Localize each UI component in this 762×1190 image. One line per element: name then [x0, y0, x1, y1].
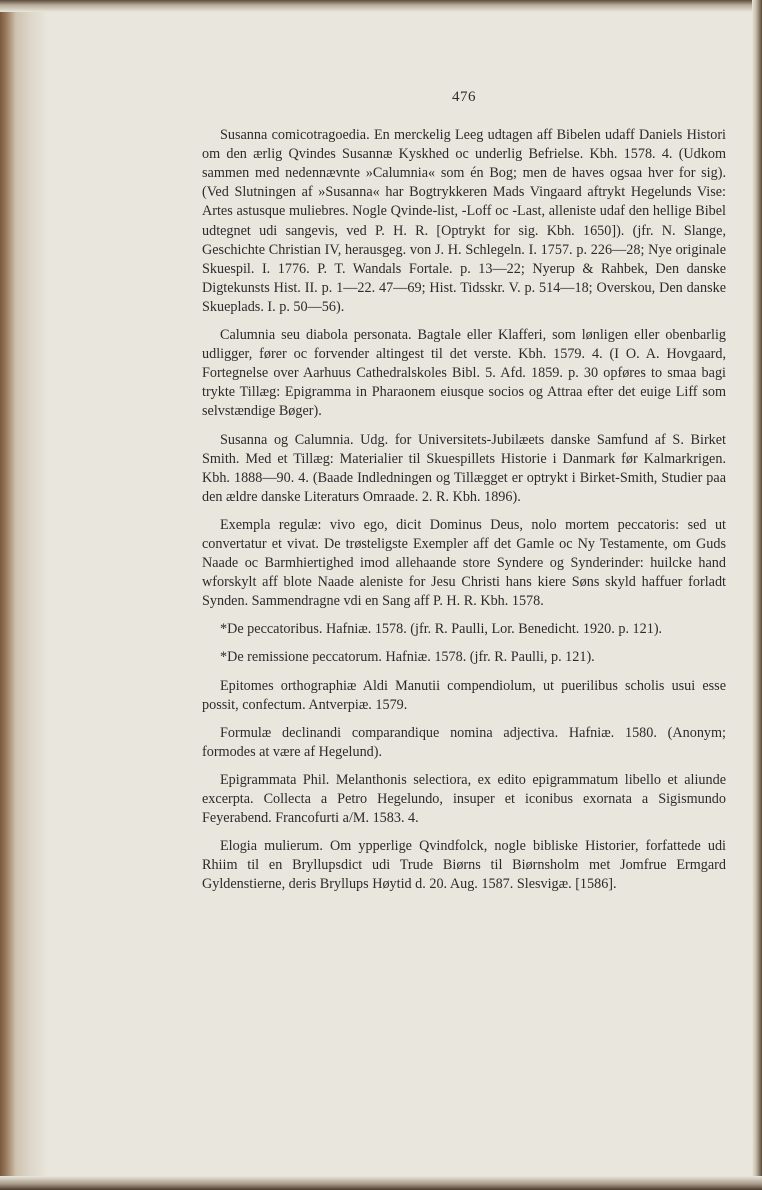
bibliography-entry-calumnia: Calumnia seu diabola personata. Bagtale eller Klafferi, som lønligen eller obenbarlig udligger, fører oc forvender altingest til det verste. Kbh. 1579. 4. (I O. A. Hovgaard, Fortegnelse over Aarhuus Cathedralskoles Bibl. 5. Afd. 1859. p. 30 opføres to smaa bagi trykte Tillæg: Epigramma in Pharaonem eiusque socios og Attraa efter det euige Liff som selvstændige Bøger). [202, 327, 726, 420]
page-content [202, 88, 726, 903]
bibliography-entry-epigrammata: Epigrammata Phil. Melanthonis selectiora, ex edito epigrammatum libello et aliunde excerpta. Collecta a Petro Hegelundo, insuper et iconibus exornata a Sigismundo Feyerabend. Francofurti a/M. 1583. 4. [202, 771, 726, 827]
bibliography-entry-exempla-regulae: Exempla regulæ: vivo ego, dicit Dominus Deus, nolo mortem peccatoris: sed ut convertatur et vivat. De trøsteligste Exempler aff det Gamle oc Ny Testamente, om Guds Naade oc Barmhiertighed imod allehaande store Syndere og Synderinder: huilcke hand wforskylt aff blote Naade aleniste for Jesu Christi hans kiere Søns skyld haffuer forladt Synden. Sammendragne vdi en Sang aff P. H. R. Kbh. 1578. [202, 516, 726, 610]
page-number: 476 [452, 89, 476, 105]
bibliography-entry-de-remissione: *De remissione peccatorum. Hafniæ. 1578. (jfr. R. Paulli, p. 121). [220, 649, 595, 666]
page-top-edge [0, 0, 762, 12]
bibliography-entry-elogia: Elogia mulierum. Om ypperlige Qvindfolck, nogle bibliske Historier, forfattede udi Rhiim til en Bryllupsdict udi Trude Biørns til Biørnsholm met Jomfrue Ermgard Gyldenstierne, deris Bryllups Høytid d. 20. Aug. 1587. Slesvigæ. [1586]. [202, 838, 726, 893]
page-right-edge [752, 0, 762, 1190]
bibliography-entry-epitomes: Epitomes orthographiæ Aldi Manutii compendiolum, ut puerilibus scholis usui esse possit, confectum. Antverpiæ. 1579. [202, 677, 726, 713]
bibliography-entry-susanna-og-calumnia: Susanna og Calumnia. Udg. for Universitets-Jubilæets danske Samfund af S. Birket Smith. Med et Tillæg: Materialier til Skuespillets Historie i Danmark før Kalmarkrigen. Kbh. 1888—90. 4. (Baade Indledningen og Tillægget er optrykt i Birket-Smith, Studier paa den ældre danske Literaturs Omraade. 2. R. Kbh. 1896). [202, 431, 726, 505]
page-bottom-edge [0, 1176, 762, 1190]
bibliography-entry-formulae: Formulæ declinandi comparandique nomina adjectiva. Hafniæ. 1580. (Anonym; formodes at være af Hegelund). [202, 724, 726, 760]
bibliography-entry-de-peccatoribus: *De peccatoribus. Hafniæ. 1578. (jfr. R. Paulli, Lor. Benedicht. 1920. p. 121). [220, 621, 663, 638]
bibliography-entry-susanna: Susanna comicotragoedia. En merckelig Leeg udtagen aff Bibelen udaff Daniels Histori om den ærlig Qvindes Susannæ Kyskhed oc underlig Befrielse. Kbh. 1578. 4. (Udkom sammen med nedennævnte »Calumnia« som én Bog; men de haves ogsaa hver for sig). (Ved Slutningen af »Susanna« har Bogtrykkeren Mads Vingaard aftrykt Hegelunds Vise: Artes astusque muliebres. Nogle Qvinde-list, -Loff oc -Last, alleniste udaf den hellige Bibel udtegnet udi sangevis, ved P. H. R. [Optrykt for sig. Kbh. 1650]). (jfr. N. Slange, Geschichte Christian IV, herausgeg. von J. H. Schlegeln. I. 1757. p. 226—28; Nye originale Skuespil. I. 1776. P. T. Wandals Fortale. p. 13—22; Nyerup & Rahbek, Den danske Digtekunsts Hist. II. p. 1—22. 47—69; Hist. Tidsskr. V. p. 514—18; Overskou, Den danske Skueplads. I. p. 50—56). [202, 127, 726, 315]
page-binding-edge [0, 0, 48, 1190]
